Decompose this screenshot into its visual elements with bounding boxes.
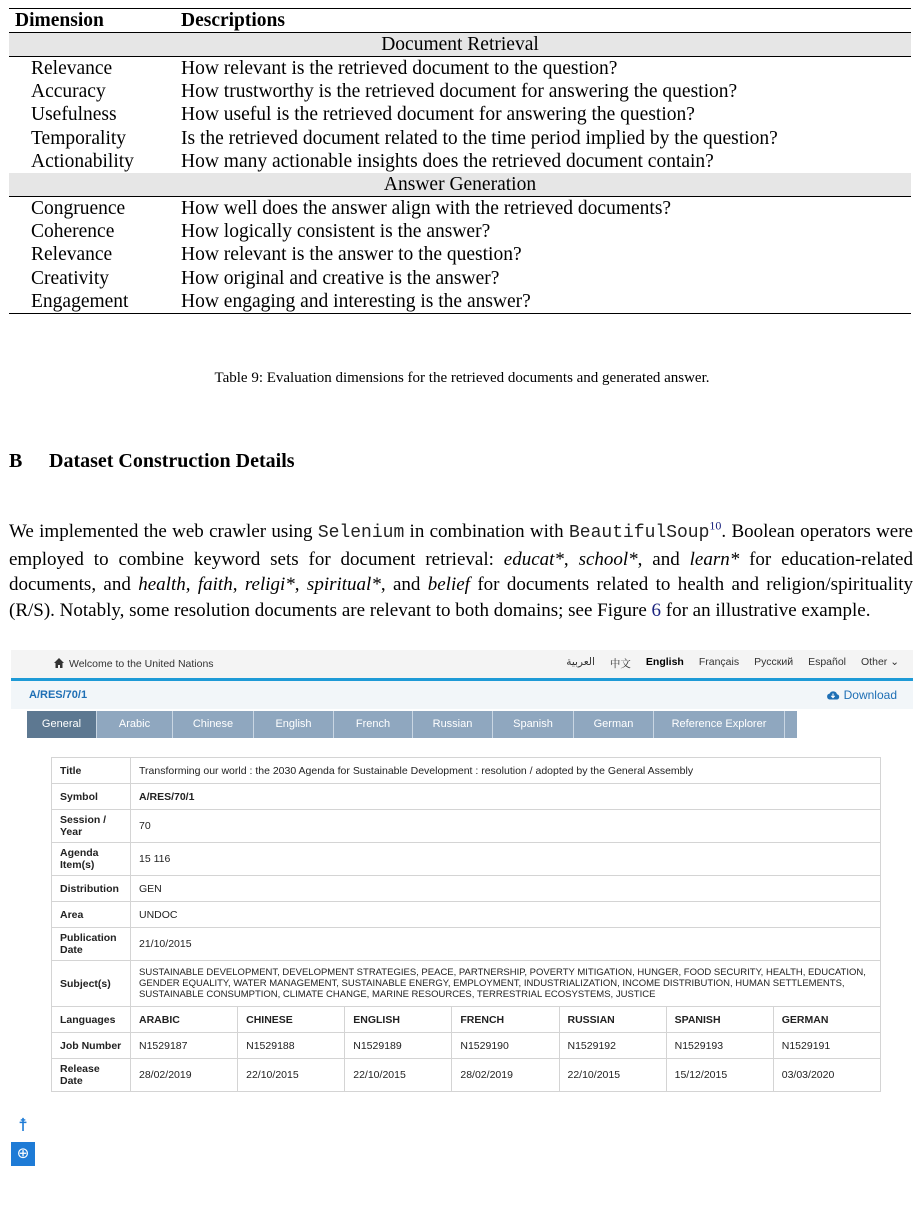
keyword: educat* (503, 548, 564, 570)
record-metadata-table (51, 757, 881, 1092)
column-header-descriptions: Descriptions (181, 10, 285, 31)
tab-chinese[interactable]: Chinese (173, 711, 254, 738)
record-tabs (27, 711, 797, 738)
keyword: health (138, 574, 186, 596)
evaluation-dimensions-table (9, 8, 911, 314)
code-selenium: Selenium (317, 523, 405, 543)
top-bar (11, 650, 913, 681)
download-button[interactable] (826, 688, 897, 702)
keyword: school* (578, 548, 638, 570)
table-row: Symbol A/RES/70/1 (52, 784, 881, 810)
tab-arabic[interactable]: Arabic (97, 711, 173, 738)
table-row: Area UNDOC (52, 902, 881, 928)
symbol-link[interactable]: A/RES/70/1 (29, 689, 88, 701)
table-row: Relevance How relevant is the retrieved document to the question? (31, 58, 618, 80)
tab-french[interactable]: French (334, 711, 413, 738)
keyword: belief (427, 574, 470, 596)
language-russian[interactable]: Русский (754, 656, 794, 668)
cloud-download-icon (826, 690, 840, 700)
table-row: Release Date 28/02/2019 22/10/2015 22/10/2015 28/02/2019 22/10/2015 15/12/2015 03/03/2020 (52, 1059, 881, 1092)
keyword: spiritual* (306, 574, 381, 596)
footnote-marker[interactable]: 10 (709, 518, 722, 533)
table-row: Usefulness How useful is the retrieved document for answering the question? (31, 104, 695, 126)
keyword: learn* (689, 548, 740, 570)
table-row: Creativity How original and creative is the answer? (31, 267, 500, 289)
table-row: Coherence How logically consistent is the answer? (31, 221, 491, 243)
tab-english[interactable]: English (254, 711, 334, 738)
body-paragraph: We implemented the web crawler using Selenium in combination with BeautifulSoup$^{10}$. Boolean operators were employed to combine keyword sets for document retrieval: educat*, school*, and learn* for education-related documents, and health, faith, religi*, spiritual*, and belief for documents related to health and religion/spirituality (R/S). Notably, some resolution documents are relevant to both domains; see Figure 6 for an illustrative example. (9, 518, 914, 621)
zoom-in-icon[interactable]: ⊕ (11, 1142, 35, 1166)
table-row: Title Transforming our world : the 2030 Agenda for Sustainable Development : resolution / adopted by the General Assembly (52, 758, 881, 784)
table-row: Languages ARABIC CHINESE ENGLISH FRENCH RUSSIAN SPANISH GERMAN (52, 1007, 881, 1033)
section-heading (9, 450, 295, 473)
language-chinese[interactable]: 中文 (609, 658, 631, 670)
table-row: Temporality Is the retrieved document related to the time period implied by the question? (31, 127, 778, 149)
section-title: Dataset Construction Details (49, 450, 295, 472)
table-row: Engagement How engaging and interesting is the answer? (9, 290, 911, 314)
table-caption: Table 9: Evaluation dimensions for the retrieved documents and generated answer. (214, 370, 710, 386)
language-arabic[interactable]: العربية (566, 656, 595, 668)
table-row: Publication Date 21/10/2015 (52, 928, 881, 961)
table-row: Relevance How relevant is the answer to the question? (31, 244, 522, 266)
figure-reference-link[interactable]: 6 (651, 599, 662, 621)
table-row: Accuracy How trustworthy is the retrieved document for answering the question? (31, 81, 738, 103)
section-number: B (9, 450, 23, 472)
section-row-answer-generation: Answer Generation (9, 173, 911, 197)
symbol-bar (11, 681, 913, 709)
language-spanish[interactable]: Español (808, 656, 847, 668)
tab-russian[interactable]: Russian (413, 711, 493, 738)
table-row: Congruence How well does the answer align with the retrieved documents? (31, 198, 672, 220)
tab-spanish[interactable]: Spanish (493, 711, 574, 738)
table-row: Session / Year 70 (52, 810, 881, 843)
home-icon[interactable] (53, 657, 65, 669)
welcome-link[interactable]: Welcome to the United Nations (69, 658, 214, 670)
download-label: Download (843, 688, 897, 702)
table-row: Subject(s) SUSTAINABLE DEVELOPMENT, DEVELOPMENT STRATEGIES, PEACE, PARTNERSHIP, POVERTY MITIGATION, HUNGER, FOOD SECURITY, HEALTH, EDUCATION, GENDER EQUALITY, WATER MANAGEMENT, SUSTAINABLE ENERGY, EMPLOYMENT, INDUSTRIALIZATION, INCOME DISTRIBUTION, HUMAN SETTLEMENTS, SUSTAINABLE CONSUMPTION, CLIMATE CHANGE, MARINE RESOURCES, TERRESTRIAL ECOSYSTEMS, JUSTICE (52, 961, 881, 1007)
table-row: Job Number N1529187 N1529188 N1529189 N1529190 N1529192 N1529193 N1529191 (52, 1033, 881, 1059)
language-french[interactable]: Français (698, 656, 740, 668)
language-english[interactable]: English (645, 656, 684, 668)
keyword: faith (197, 574, 233, 596)
table-row: Distribution GEN (52, 876, 881, 902)
accessibility-icon[interactable]: ☨ (11, 1113, 35, 1137)
code-beautifulsoup: BeautifulSoup (568, 523, 710, 543)
language-other-dropdown[interactable]: Other ⌄ (861, 656, 899, 668)
table-row: Agenda Item(s) 15 116 (52, 843, 881, 876)
keyword: religi* (244, 574, 295, 596)
un-record-screenshot (11, 650, 913, 1210)
language-switcher (566, 656, 899, 671)
tab-german[interactable]: German (574, 711, 654, 738)
section-row-document-retrieval: Document Retrieval (9, 33, 911, 57)
tab-general[interactable]: General (27, 711, 97, 738)
table-header-row (9, 9, 911, 33)
tab-reference-explorer[interactable]: Reference Explorer (654, 711, 785, 738)
table-row: Actionability How many actionable insights does the retrieved document contain? (31, 150, 714, 172)
column-header-dimension: Dimension (15, 10, 104, 31)
